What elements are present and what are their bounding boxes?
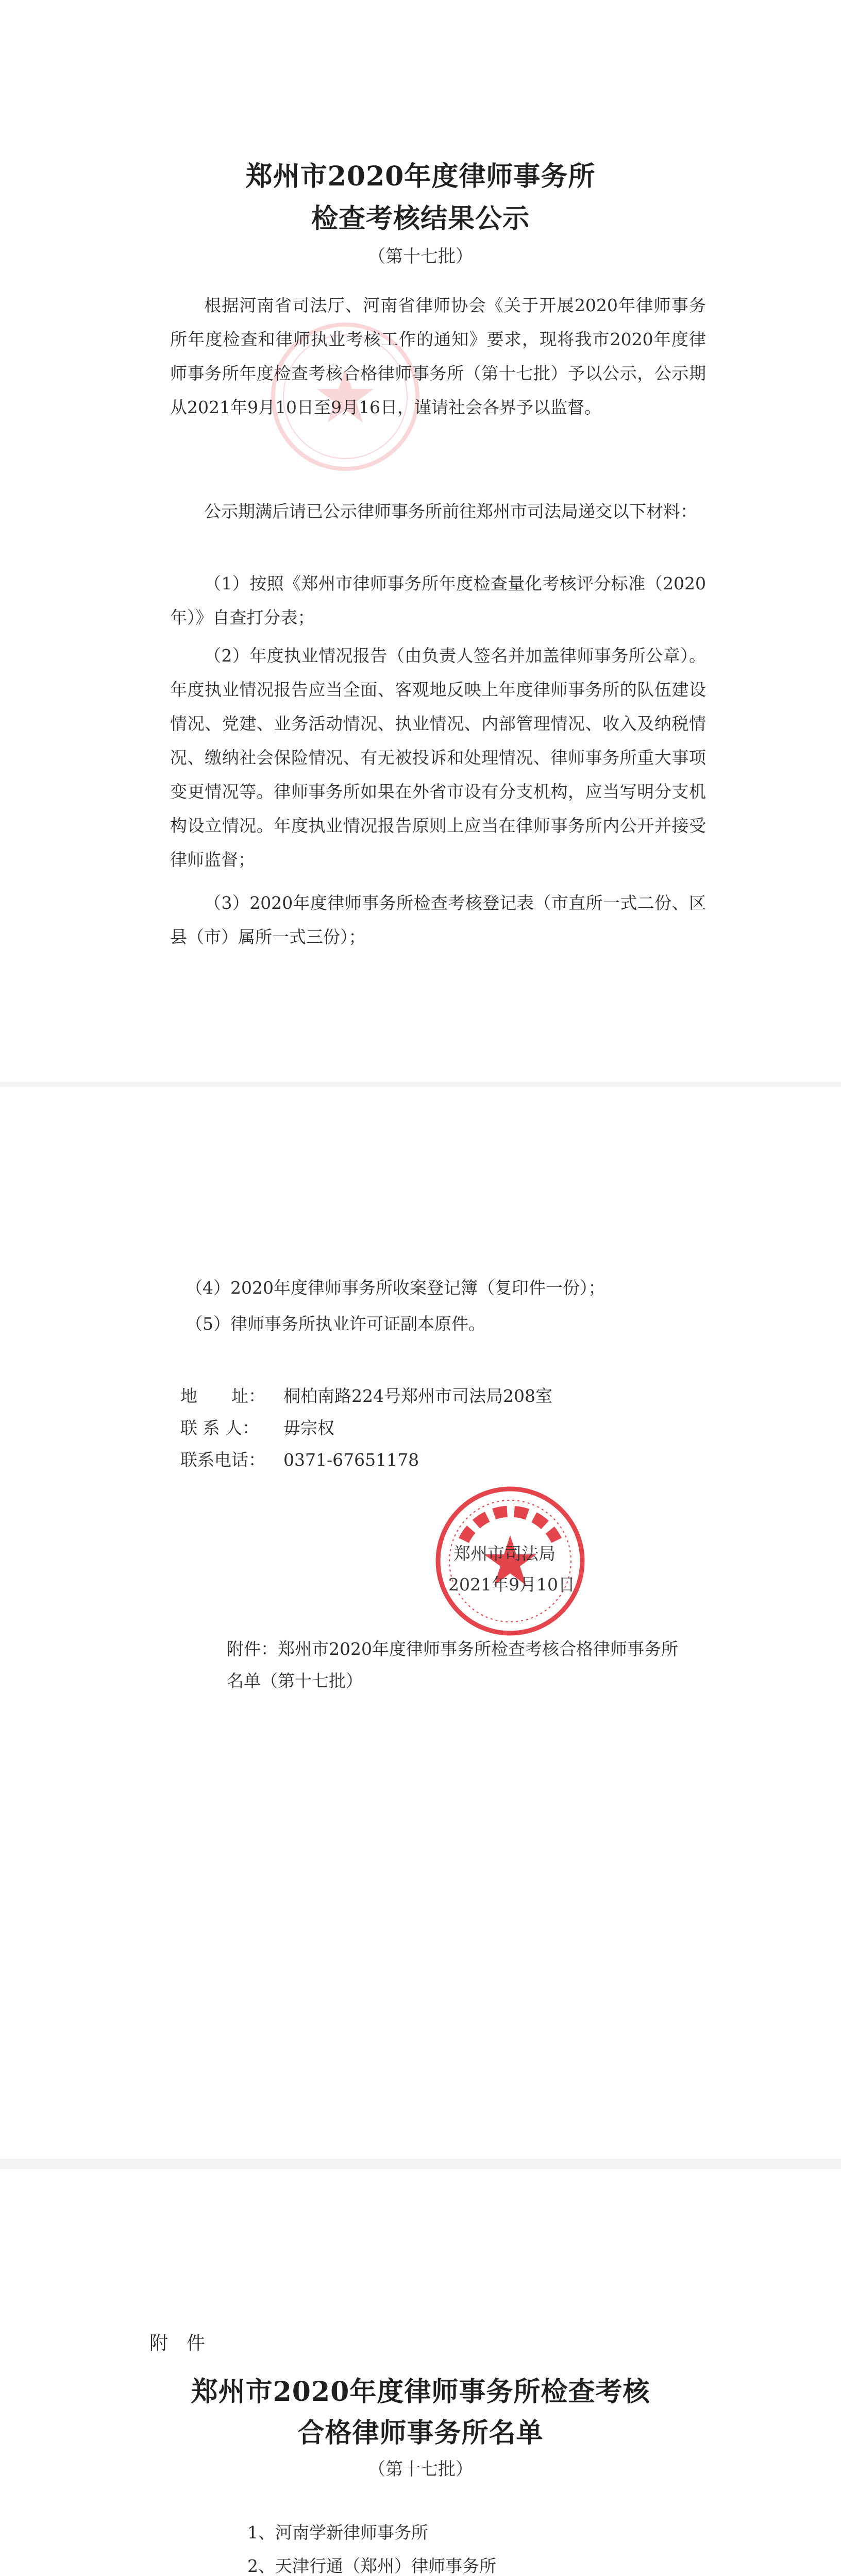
material-item-3: （3）2020年度律师事务所检查考核登记表（市直所一式二份、区县（市）属所一式三份）； (170, 893, 706, 947)
material-item-4: （4）2020年度律师事务所收案登记簿（复印件一份）； (186, 1278, 605, 1298)
address-value: 桐柏南路224号郑州市司法局208室 (283, 1386, 552, 1406)
person-label: 联 系 人： (180, 1418, 259, 1438)
appendix-batch: （第十七批） (368, 2459, 473, 2480)
page-2 (0, 1087, 841, 2159)
notice-title-line2: 检查考核结果公示 (311, 203, 530, 234)
intro-paragraph: 根据河南省司法厅、河南省律师协会《关于开展2020年律师事务所年度检查和律师执业考核工作的通知》要求，现将我市2020年度律师事务所年度检查考核合格律师事务所（第十七批）予以公示，公示期从2021年9月10日至9月16日，谨请社会各界予以监督。 (170, 295, 706, 417)
notice-batch: （第十七批） (368, 246, 473, 267)
signature-date: 2021年9月10日 (448, 1574, 575, 1595)
firm-list-item: 2、天津行通（郑州）律师事务所 (247, 2556, 496, 2576)
appendix-title-line2: 合格律师事务所名单 (297, 2417, 544, 2449)
appendix-title-line1: 郑州市2020年度律师事务所检查考核 (191, 2376, 650, 2408)
material-item-5: （5）律师事务所执业许可证副本原件。 (186, 1314, 485, 1334)
notice-title-line1: 郑州市2020年度律师事务所 (245, 161, 596, 192)
page-1 (0, 0, 841, 1082)
contact-phone (180, 1445, 419, 1476)
contact-person (180, 1413, 334, 1444)
attachment-note: 附件：郑州市2020年度律师事务所检查考核合格律师事务所名单（第十七批） (227, 1639, 678, 1691)
person-value: 毋宗权 (283, 1418, 334, 1438)
materials-intro: 公示期满后请已公示律师事务所前往郑州市司法局递交以下材料： (204, 501, 697, 521)
phone-label: 联系电话： (180, 1450, 265, 1470)
contact-address (180, 1381, 552, 1412)
firm-list-item: 1、河南学新律师事务所 (247, 2522, 428, 2543)
page-gap (0, 1082, 841, 1087)
page-gap-2 (0, 2159, 841, 2169)
address-label: 地 址： (180, 1386, 265, 1406)
appendix-label: 附 件 (149, 2333, 206, 2354)
signature-org: 郑州市司法局 (453, 1544, 556, 1564)
material-item-1: （1）按照《郑州市律师事务所年度检查量化考核评分标准（2020年）》自查打分表； (170, 573, 706, 628)
material-item-2: （2）年度执业情况报告（由负责人签名并加盖律师事务所公章）。年度执业情况报告应当全面、客观地反映上年度律师事务所的队伍建设情况、党建、业务活动情况、执业情况、内部管理情况、收入及纳税情况、缴纳社会保险情况、有无被投诉和处理情况、律师事务所重大事项变更情况等。律师事务所如果在外省市设有分支机构，应当写明分支机构设立情况。年度执业情况报告原则上应当在律师事务所内公开并接受律师监督； (170, 646, 706, 870)
phone-value: 0371-67651178 (283, 1450, 419, 1470)
page-3 (0, 2169, 841, 2576)
